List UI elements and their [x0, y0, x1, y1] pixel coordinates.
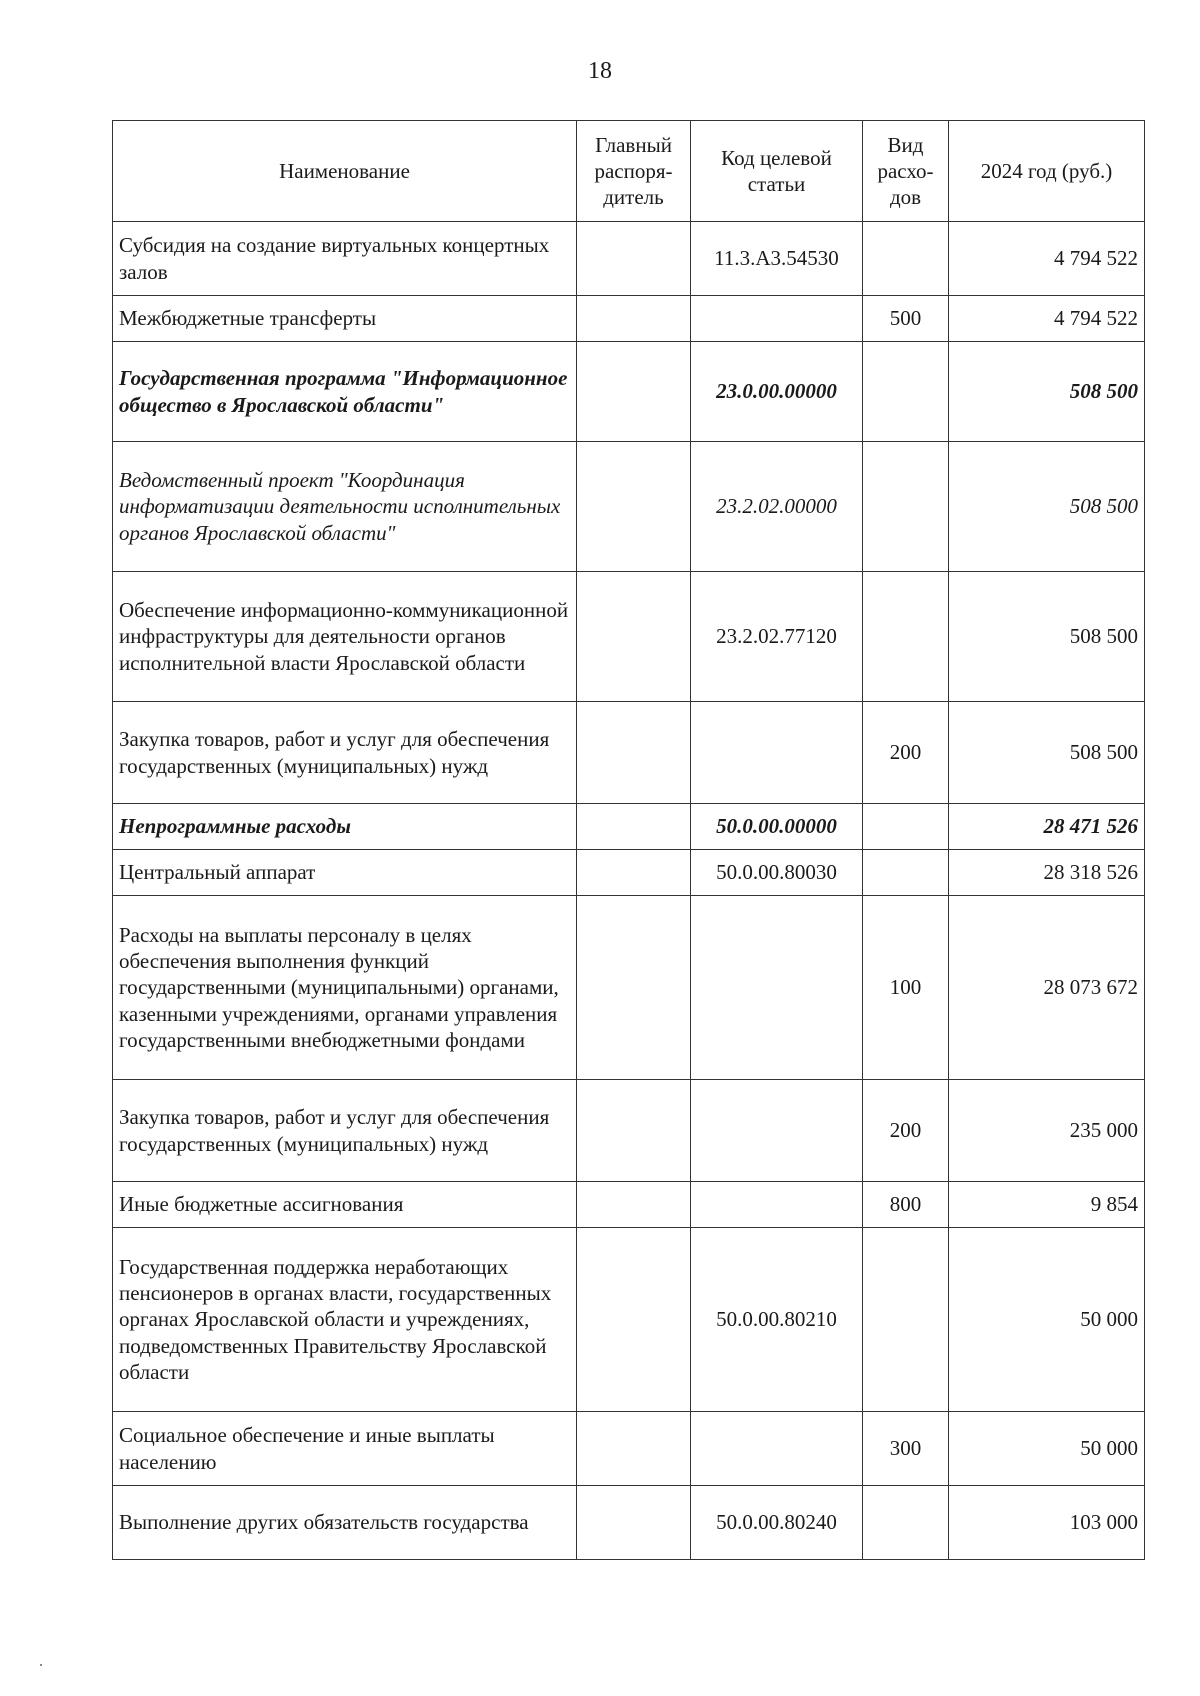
row-name: Межбюджетные трансферты — [113, 296, 577, 342]
header-amount: 2024 год (руб.) — [949, 121, 1145, 222]
row-amount: 28 318 526 — [949, 850, 1145, 896]
table-row — [113, 1228, 1145, 1412]
row-code: 50.0.00.80030 — [691, 850, 863, 896]
row-admin — [577, 296, 691, 342]
table-row — [113, 896, 1145, 1080]
header-admin: Главный распоря-дитель — [577, 121, 691, 222]
row-name: Непрограммные расходы — [113, 804, 577, 850]
row-admin — [577, 804, 691, 850]
row-vid: 300 — [863, 1412, 949, 1486]
header-code: Код целевой статьи — [691, 121, 863, 222]
row-name: Субсидия на создание виртуальных концертных залов — [113, 222, 577, 296]
row-amount: 508 500 — [949, 342, 1145, 442]
row-amount: 508 500 — [949, 572, 1145, 702]
row-code: 50.0.00.80240 — [691, 1486, 863, 1560]
row-amount: 50 000 — [949, 1228, 1145, 1412]
row-amount: 28 073 672 — [949, 896, 1145, 1080]
row-name: Центральный аппарат — [113, 850, 577, 896]
row-vid: 500 — [863, 296, 949, 342]
table-header-row — [113, 121, 1145, 222]
row-admin — [577, 1080, 691, 1182]
table-row — [113, 342, 1145, 442]
row-amount: 235 000 — [949, 1080, 1145, 1182]
row-amount: 4 794 522 — [949, 296, 1145, 342]
row-name: Закупка товаров, работ и услуг для обеспечения государственных (муниципальных) нужд — [113, 1080, 577, 1182]
row-vid — [863, 1486, 949, 1560]
row-code — [691, 896, 863, 1080]
row-admin — [577, 1412, 691, 1486]
row-code — [691, 1080, 863, 1182]
row-name: Выполнение других обязательств государства — [113, 1486, 577, 1560]
table-row — [113, 850, 1145, 896]
budget-table — [112, 120, 1145, 1560]
row-amount: 508 500 — [949, 442, 1145, 572]
row-admin — [577, 222, 691, 296]
row-admin — [577, 1228, 691, 1412]
row-code: 50.0.00.00000 — [691, 804, 863, 850]
table-row — [113, 1486, 1145, 1560]
row-code — [691, 1412, 863, 1486]
table-row — [113, 804, 1145, 850]
row-code — [691, 296, 863, 342]
row-code: 23.2.02.00000 — [691, 442, 863, 572]
row-vid — [863, 804, 949, 850]
row-name: Ведомственный проект "Координация информатизации деятельности исполнительных органов Ярославской области" — [113, 442, 577, 572]
row-name: Обеспечение информационно-коммуникационной инфраструктуры для деятельности органов исполнительной власти Ярославской области — [113, 572, 577, 702]
row-admin — [577, 572, 691, 702]
row-code — [691, 1182, 863, 1228]
row-amount: 9 854 — [949, 1182, 1145, 1228]
row-name: Закупка товаров, работ и услуг для обеспечения государственных (муниципальных) нужд — [113, 702, 577, 804]
row-name: Социальное обеспечение и иные выплаты населению — [113, 1412, 577, 1486]
row-code: 23.0.00.00000 — [691, 342, 863, 442]
row-amount: 103 000 — [949, 1486, 1145, 1560]
header-vid: Вид расхо-дов — [863, 121, 949, 222]
row-name: Иные бюджетные ассигнования — [113, 1182, 577, 1228]
row-amount: 4 794 522 — [949, 222, 1145, 296]
table-row — [113, 572, 1145, 702]
row-vid: 100 — [863, 896, 949, 1080]
row-amount: 50 000 — [949, 1412, 1145, 1486]
row-vid: 800 — [863, 1182, 949, 1228]
table-row — [113, 296, 1145, 342]
row-code — [691, 702, 863, 804]
row-vid: 200 — [863, 1080, 949, 1182]
row-code: 23.2.02.77120 — [691, 572, 863, 702]
row-vid — [863, 442, 949, 572]
row-vid — [863, 572, 949, 702]
row-vid: 200 — [863, 702, 949, 804]
row-name: Государственная программа "Информационное общество в Ярославской области" — [113, 342, 577, 442]
row-admin — [577, 850, 691, 896]
row-admin — [577, 896, 691, 1080]
table-row — [113, 1080, 1145, 1182]
row-amount: 28 471 526 — [949, 804, 1145, 850]
table-row — [113, 702, 1145, 804]
row-code: 50.0.00.80210 — [691, 1228, 863, 1412]
page-number: 18 — [588, 58, 612, 84]
row-name: Расходы на выплаты персоналу в целях обеспечения выполнения функций государственными (муниципальными) органами, казенными учреждениями, органами управления государственными внебюджетными фондами — [113, 896, 577, 1080]
row-vid — [863, 1228, 949, 1412]
row-code: 11.3.А3.54530 — [691, 222, 863, 296]
row-vid — [863, 342, 949, 442]
table-row — [113, 1182, 1145, 1228]
row-admin — [577, 442, 691, 572]
row-admin — [577, 702, 691, 804]
row-vid — [863, 222, 949, 296]
header-name: Наименование — [113, 121, 577, 222]
scan-speck — [40, 1664, 42, 1666]
row-admin — [577, 1486, 691, 1560]
row-admin — [577, 342, 691, 442]
table-row — [113, 1412, 1145, 1486]
table-row — [113, 222, 1145, 296]
row-name: Государственная поддержка неработающих пенсионеров в органах власти, государственных органах Ярославской области и учреждениях, подведомственных Правительству Ярославской области — [113, 1228, 577, 1412]
table-row — [113, 442, 1145, 572]
row-vid — [863, 850, 949, 896]
row-amount: 508 500 — [949, 702, 1145, 804]
row-admin — [577, 1182, 691, 1228]
